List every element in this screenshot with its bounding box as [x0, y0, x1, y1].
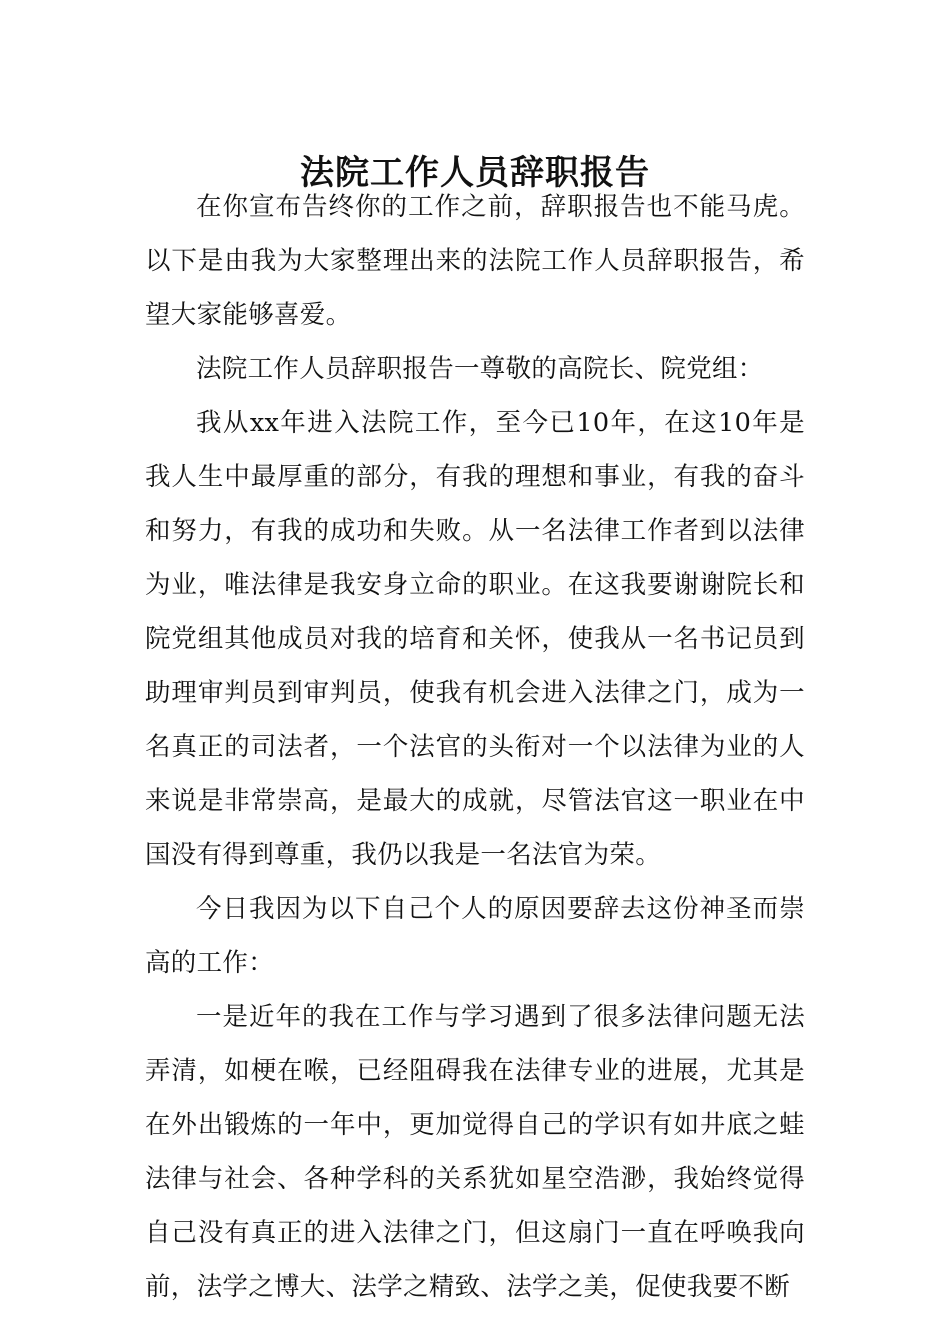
paragraph-reason-one: 一是近年的我在工作与学习遇到了很多法律问题无法弄清，如梗在喉，已经阻碍我在法律专业的进展，尤其是在外出锻炼的一年中，更加觉得自己的学识有如井底之蛙法律与社会、各种学科的关系犹如星空浩渺，我始终觉得自己没有真正的进入法律之门，但这扇门一直在呼唤我向前，法学之博大、法学之精致、法学之美，促使我要不断	[145, 1002, 805, 1302]
paragraph-career: 我从xx年进入法院工作，至今已10年，在这10年是我人生中最厚重的部分，有我的理想和事业，有我的奋斗和努力，有我的成功和失败。从一名法律工作者到以法律为业，唯法律是我安身立命的职业。在这我要谢谢院长和院党组其他成员对我的培育和关怀，使我从一名书记员到助理审判员到审判员，使我有机会进入法律之门，成为一名真正的司法者，一个法官的头衔对一个以法律为业的人来说是非常崇高，是最大的成就，尽管法官这一职业在中国没有得到尊重，我仍以我是一名法官为荣。	[145, 408, 805, 870]
paragraph-salutation: 法院工作人员辞职报告一尊敬的高院长、院党组：	[196, 354, 764, 384]
document-body	[145, 180, 805, 1314]
paragraph-intro: 在你宣布告终你的工作之前，辞职报告也不能马虎。以下是由我为大家整理出来的法院工作人员辞职报告，希望大家能够喜爱。	[145, 192, 805, 330]
paragraph-reasons-intro: 今日我因为以下自己个人的原因要辞去这份神圣而崇高的工作：	[145, 894, 805, 978]
document-title: 法院工作人员辞职报告	[300, 152, 650, 193]
